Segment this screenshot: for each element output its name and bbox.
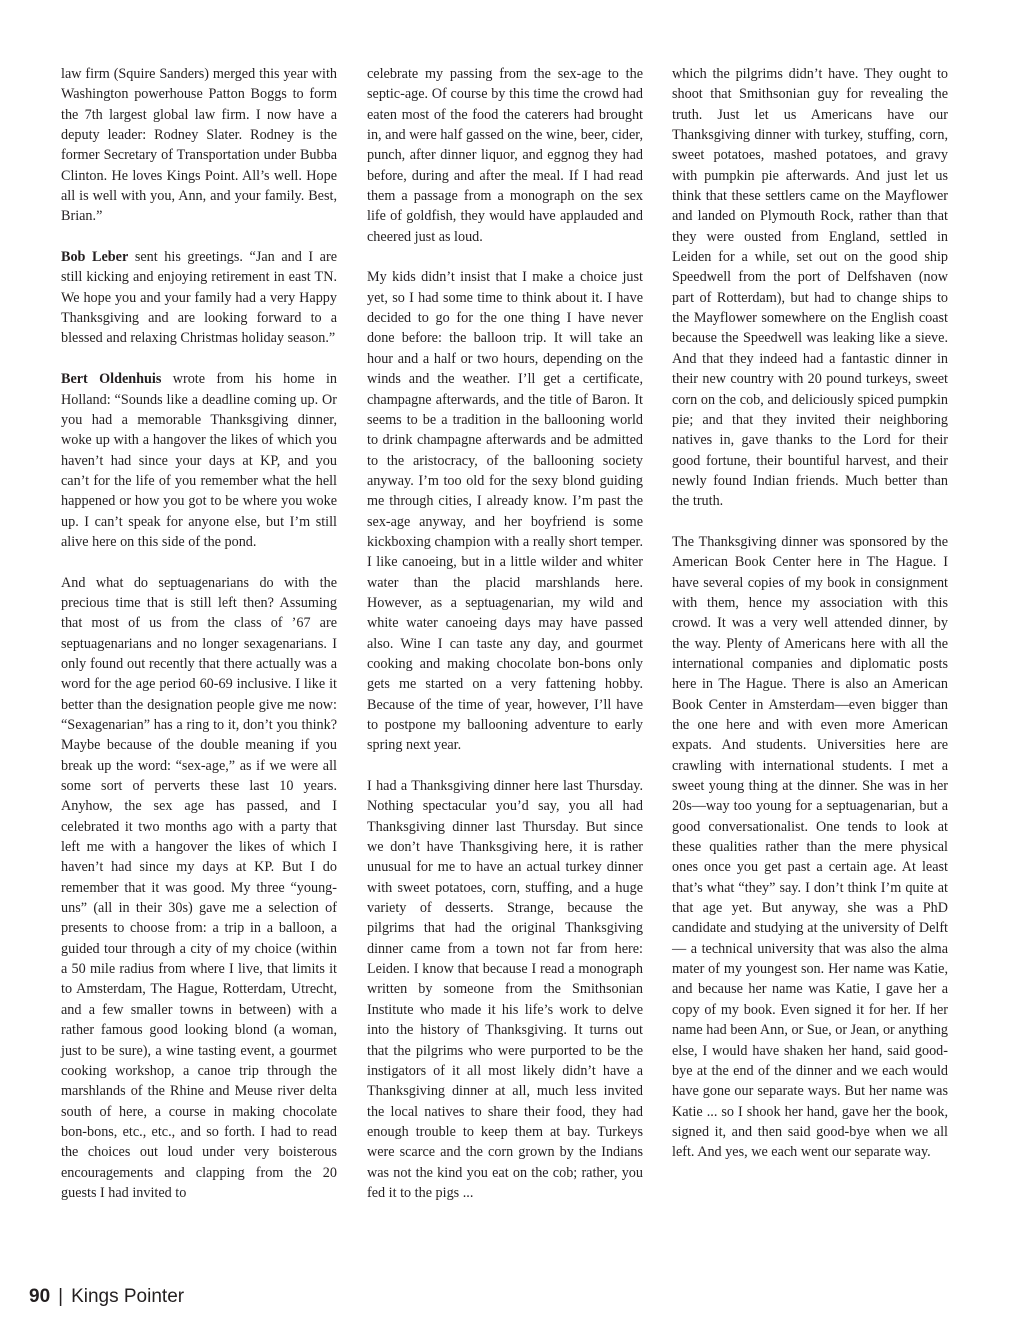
paragraph: I had a Thanksgiving dinner here last Thursday. Nothing spectacular you’d say, you all had Thanksgiving dinner last Thursday. But since we don’t have Thanksgiving here, it is rather unusual for me to have an actual turkey dinner with sweet potatoes, corn, stuffing, and a huge variety of desserts. Strange, because the pilgrims that had the original Thanksgiving dinner came from a town not far from here: Leiden. I know that because I read a monograph written by someone from the Smithsonian Institute who made it his life’s work to delve into the history of Thanksgiving. It turns out that the pilgrims who were purported to be the instigators of it all most likely didn’t have a Thanksgiving dinner at all, much less invited the local natives to share their food, they had enough trouble to keep them at bay. Turkeys were scarce and the corn grown by the Indians was not the kind you eat on the cob; rather, you fed it to the pigs ...	[367, 778, 643, 1201]
classmate-name: Bert Oldenhuis	[61, 371, 162, 388]
paragraph	[61, 247, 337, 349]
article-column-2	[367, 64, 643, 1203]
article-column-3	[672, 64, 948, 1163]
classmate-name: Bob Leber	[61, 249, 129, 266]
paragraph: And what do septuagenarians do with the precious time that is still left then? Assuming that most of us from the class of ’67 are septuagenarians and no longer sexagenarians. I only found out recently that there actually was a word for the age period 60-69 inclusive. I like it better than the designation people give me now: “Sexagenarian” has a ring to it, don’t you think? Maybe because of the double meaning if you break up the word: “sex-age,” as if we were all some sort of perverts these last 10 years. Anyhow, the sex age has passed, and I celebrated it two months ago with a party that left me with a hangover the likes of which I haven’t had since my days at KP. But I do remember that it was good. My three “young-uns” (all in their 30s) gave me a selection of presents to choose from: a trip in a balloon, a guided tour through a city of my choice (within a 50 mile radius from where I live, that limits it to Amsterdam, The Hague, Rotterdam, Utrecht, and a few smaller towns in between) with a rather famous good looking blond (a woman, just to be sure), a wine tasting event, a gourmet cooking workshop, a canoe trip through the marshlands of the Rhine and Meuse river delta south of here, a course in making chocolate bon-bons, etc., etc., and so forth. I had to read the choices out loud under very boisterous encouragements and clapping from the 20 guests I had invited to	[61, 574, 337, 1201]
paragraph: celebrate my passing from the sex-age to the septic-age. Of course by this time the crowd had eaten most of the food the caterers had brought in, and were half gassed on the wine, beer, cider, punch, after dinner liquor, and eggnog they had before, during and after the meal. If I had read them a passage from a monograph on the sex life of goldfish, they would have applauded and cheered just as loud.	[367, 66, 643, 245]
paragraph-text: wrote from his home in Holland: “Sounds like a deadline coming up. Or you had a memorable Thanksgiving dinner, woke up with a hangover the likes of which you haven’t had since your days at KP, and you can’t for the life of you remember what the hell happened or how you got to be where you woke up. I can’t speak for anyone else, but I’m still alive here on this side of the pond.	[61, 371, 337, 550]
publication-name: Kings Pointer	[71, 1286, 185, 1307]
paragraph: My kids didn’t insist that I make a choice just yet, so I had some time to think about it. I have decided to go for the one thing I have never done before: the balloon trip. It will take an hour and a half or two hours, depending on the winds and the weather. I’ll get a certificate, champagne afterwards, and the title of Baron. It seems to be a tradition in the ballooning world to drink champagne afterwards and be admitted to the aristocracy, of the ballooning society anyway. I’m too old for the sexy blond guiding me through cities, I already know. I’m past the sex-age anyway, and her boyfriend is some kickboxing champion with a really short temper. I like canoeing, but in a little wilder and whiter water than the placid marshlands here. However, as a septuagenarian, my wild and white water canoeing days may have passed also. Wine I can taste any day, and gourmet cooking and making chocolate bon-bons only gets me started on a very fattening hobby. Because of the time of year, however, I’ll have to postpone my ballooning adventure to early spring next year.	[367, 269, 643, 754]
paragraph	[61, 369, 337, 552]
footer-separator: |	[58, 1286, 64, 1307]
page-footer	[29, 1284, 184, 1310]
article-column-1	[61, 64, 337, 1203]
page-number: 90	[29, 1286, 51, 1307]
paragraph-text: sent his greetings. “Jan and I are still kicking and enjoying retirement in east TN. We hope you and your family had a very Happy Thanksgiving and are looking forward to a blessed and relaxing Christmas holiday season.”	[61, 249, 337, 347]
paragraph: which the pilgrims didn’t have. They ought to shoot that Smithsonian guy for revealing the truth. Just let us Americans have our Thanksgiving dinner with turkey, stuffing, corn, sweet potatoes, mashed potatoes, and gravy with pumpkin pie afterwards. And just let us think that these settlers came on the Mayflower and landed on Plymouth Rock, rather than that they were ousted from England, settled in Leiden for a while, set out on the good ship Speedwell from the port of Delfshaven (now part of Rotterdam), but had to change ships to the Mayflower somewhere on the English coast because the Speedwell was leaking like a sieve. And that they indeed had a fantastic dinner in their new country with 20 pound turkeys, sweet corn on the cob, and deliciously spiced pumpkin pie; and that they invited their neighboring natives in, gave thanks to the Lord for their good fortune, their bountiful harvest, and their newly found Indian friends. Much better than the truth.	[672, 66, 948, 510]
paragraph: The Thanksgiving dinner was sponsored by the American Book Center here in The Hague. I have several copies of my book in consignment with them, hence my association with this crowd. It was a very well attended dinner, by the way. Plenty of Americans here with all the international companies and diplomatic posts here in The Hague. There is also an American Book Center in Amsterdam—even bigger than the one here and with even more American expats. And students. Universities here are crawling with international students. I met a sweet young thing at the dinner. She was in her 20s—way too young for a septuagenarian, but a good conversationalist. One tends to look at these qualities rather than the mere physical ones once you get past a certain age. At least that’s what “they” say. I don’t think I’m quite at that age yet. But anyway, she was a PhD candidate and studying at the university of Delft— a technical university that was also the alma mater of my youngest son. Her name was Katie, and because her name was Katie, I gave her a copy of my book. Even signed it for her. If her name had been Ann, or Sue, or Jean, or anything else, I would have shaken her hand, said good-bye at the end of the dinner and we each would have gone our separate ways. But her name was Katie ... so I shook her hand, gave her the book, signed it, and then said good-bye when we all left. And yes, we each went our separate way.	[672, 533, 948, 1161]
paragraph: law firm (Squire Sanders) merged this year with Washington powerhouse Patton Boggs to form the 7th largest global law firm. I now have a deputy leader: Rodney Slater. Rodney is the former Secretary of Transportation under Bubba Clinton. He loves Kings Point. All’s well. Hope all is well with you, Ann, and your family. Best, Brian.”	[61, 66, 337, 225]
